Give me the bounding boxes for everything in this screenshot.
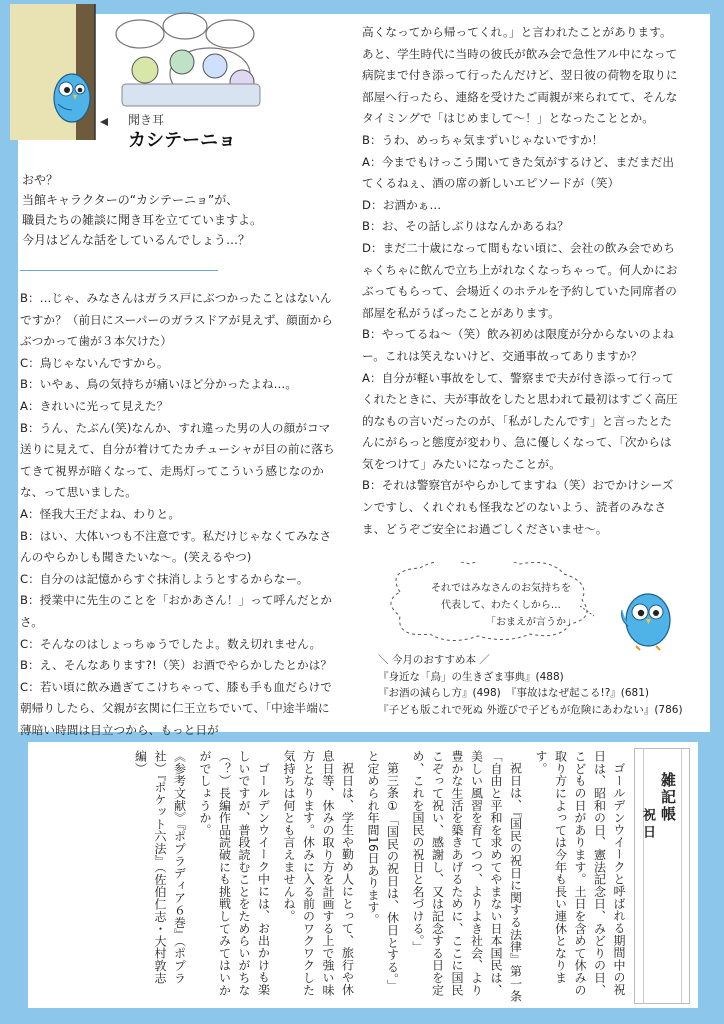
dialogue-line: B：はい、大体いつも不注意です。私だけじゃなくてみなさんのやらかしも聞きたいな〜。(笑えるやつ): [20, 528, 332, 565]
rec-book: 『お酒の減らし方』(498) 『事故はなぜ起こる!?』(681): [378, 687, 649, 699]
dialogue-line: D：まだ二十歳になって間もない頃に、会社の飲み会でめちゃくちゃに飲んで立ち上がれなくなっちゃって。何人かにおぶってもらって、会場近くのホテルを予約していた同席者の部屋を私がうばったことがあります。: [362, 240, 678, 320]
dialogue-line: B：うん、たぶん(笑)なんか、すれ違った男の人の顔がコマ送りに見えて、自分が着けてたカチューシャが目の前に落ちてきて視界が暗くなって、走馬灯ってこういう感じなのかな、って思いました。: [20, 420, 335, 500]
dialogue-line: B：授業中に先生のことを「おかあさん！」って呼んだとかさ。: [20, 593, 333, 629]
dialogue-left-column: [20, 288, 336, 741]
zakki-paragraph: 祝日は、学生や勤め人にとって、旅行や休息日等、休みの取り方を計画する上で強い味方となります。休みに入る前のワクワクした気持ちは何とも言えませんね。: [282, 750, 355, 996]
intro-line: 職員たちの雑談に聞き耳を立てていますよ。: [22, 213, 263, 227]
dialogue-line: C：自分のは記憶からすぐ抹消しようとするからなー。: [20, 571, 309, 586]
dialogue-right-column: [362, 22, 680, 540]
zakki-paragraph: ゴールデンウイーク中には、お出かけも楽しいですが、普段読むことをためらいがちな（？）長編作品読破にも挑戦してみてはいかがでしょうか。: [198, 750, 271, 996]
zakki-body: [36, 750, 628, 1002]
zakki-paragraph: 第三条①「国民の祝日は、休日とする。」と定められ年間16日あります。: [366, 750, 400, 992]
dialogue-line: B：やってるね〜（笑）飲み初めは限度が分からないのよねー。これは笑えないけど、交通事故ってありますか？: [362, 327, 675, 363]
intro-line: 今月はどんな話をしているんでしょう…？: [22, 233, 251, 247]
dialogue-line: B：いやぁ、鳥の気持ちが痛いほど分かったよね…。: [20, 377, 298, 392]
recs-heading: ＼ 今月のおすすめ本 ／: [378, 654, 490, 666]
section-subtitle: 祝日: [640, 808, 655, 842]
dialogue-line: A：自分が軽い事故をして、警察まで夫が付き添って行ってくれたときに、夫が事故をしたと思われて最初はすごく高圧的なもの言いだったのが、「私がしたんです」と言ったとたんにがらっと態度が変わり、急に優しくなって、「次からは気をつけて」みたいになったことが。: [362, 370, 678, 471]
speech-line: 「おまえが言うか」: [486, 617, 576, 628]
intro-line: おや？: [22, 173, 59, 187]
dialogue-line: A：今までもけっこう聞いてきた気がするけど、まだまだ出てくるねぇ、酒の席の新しいエピソードが（笑）: [362, 154, 675, 191]
intro-divider: [20, 270, 218, 271]
dialogue-line: D：お酒かぁ…: [362, 197, 442, 212]
dialogue-line: C：鳥じゃないんですから。: [20, 355, 169, 370]
recommended-books: [378, 652, 698, 718]
brand-name: カシテーニョ: [128, 130, 236, 150]
speech-line: 代表して、わたくしから…: [441, 600, 561, 611]
owl-icon: [54, 74, 90, 122]
rec-book: 『子ども版これで死ぬ 外遊びで子どもが危険にあわない』(786): [378, 703, 683, 716]
dialogue-line: B：え、そんなあります?!（笑）お酒でやらかしたとかは？: [20, 658, 333, 673]
intro-line: 当館キャラクターの“カシテーニョ”が、: [22, 193, 239, 207]
staff-faces-icon: [122, 50, 260, 106]
speech-line: それではみなさんのお気持ちを: [431, 583, 571, 594]
intro-text: [22, 170, 282, 250]
zakki-section: [28, 742, 698, 1008]
rec-book: 『身近な「鳥」の生きざま事典』(488): [378, 670, 564, 683]
dialogue-line: A：きれいに光って見えた？: [20, 398, 169, 413]
zakki-references: 《参考文献》『ポプラディア６巻』（ポプラ社）『ポケット六法』（佐伯仁志・大村敦志編）: [133, 750, 187, 984]
zakki-paragraph: ゴールデンウイークと呼ばれる期間中の祝日は、昭和の日、憲法記念日、みどりの日、こどもの日があります。土日を含めて休みの取り方によっては今年も長い連休となります。: [534, 750, 626, 996]
dialogue-line: B：…じゃ、みなさんはガラス戸にぶつかったことはないんですか？（前日にスーパーのガラスドアが見えず、顔面からぶつかって歯が３本欠けた）: [20, 291, 333, 349]
dialogue-line: A：怪我大王だよね、わりと。: [20, 506, 181, 521]
dialogue-line: B：うわ、めっちゃ気まずいじゃないですか！: [362, 132, 604, 147]
dialogue-line: C：若い頃に飲み過ぎてこけちゃって、膝も手も血だらけで朝帰りしたら、父親が玄関に仁王立ちでいて、「中途半端に薄暗い時間は目立つから、もっと日が: [20, 679, 333, 737]
zakki-paragraph: 祝日は、『国民の祝日に関する法律』第一条「自由と平和を求めてやまない日本国民は、美しい風習を育てつつ、よりよき社会、より豊かな生活を築きあげるために、ここに国民こぞって祝い、感謝し、又は記念する日を定め、これを国民の祝日と名づける。」: [411, 750, 523, 1002]
dialogue-line: B：お、その話しぶりはなんかあるね？: [362, 219, 569, 234]
dialogue-line: 高くなってから帰ってくれ。」と言われたことがあります。あと、学生時代に当時の彼氏が飲み会で急性アル中になって病院まで付き添って行ったんだけど、翌日彼の荷物を取りに部屋へ行ったら、連絡を受けたご両親が来られてて、そんなタイミングで「はじめまして〜！」となったこととか。: [362, 25, 678, 126]
speech-text: [406, 580, 596, 631]
dialogue-line: C：そんなのはしょっちゅうでしたよ。数え切れません。: [20, 636, 322, 651]
owl-mascot-icon: [606, 586, 686, 652]
corner-label: 聞き耳: [128, 113, 165, 127]
dialogue-line: B：それは警察官がやらかしてますね（笑）おでかけシーズンですし、くれぐれも怪我などのないよう、読者のみなさま、どうぞご安全にお過ごしくださいませ〜。: [362, 478, 674, 536]
header-illustration: [10, 4, 270, 154]
section-title: 雑記帳: [659, 772, 677, 823]
